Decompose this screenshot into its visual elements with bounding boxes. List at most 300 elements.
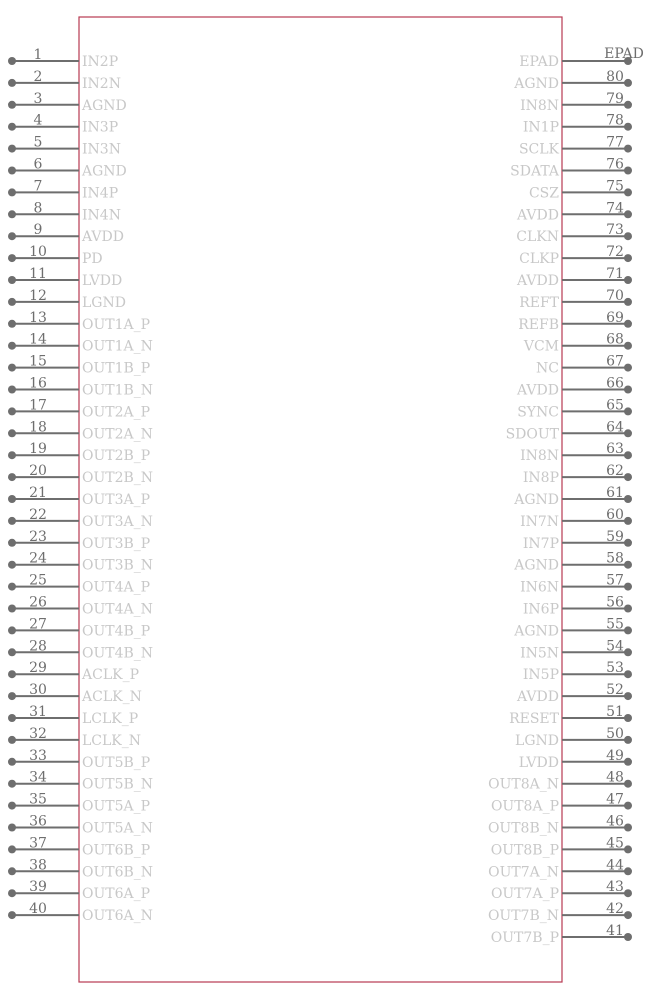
pin-number: 25 [29,572,47,589]
right-pin [519,46,644,70]
right-pin [488,814,632,837]
pin-endpoint[interactable] [8,79,16,87]
pin-endpoint[interactable] [624,232,632,240]
pin-name: LCLK_N [82,732,142,749]
pin-endpoint[interactable] [624,648,632,656]
pin-number: 59 [606,528,624,545]
right-pin [519,288,632,311]
pin-endpoint[interactable] [8,123,16,131]
left-pin [8,463,153,486]
pin-number: 36 [29,813,47,830]
right-pin [506,419,632,442]
right-pin [529,178,632,201]
left-pin-group [8,47,153,924]
pin-name: IN1P [522,119,559,136]
pin-number: 16 [29,375,47,392]
pin-name: OUT4A_N [82,601,153,618]
pin-endpoint[interactable] [8,670,16,678]
pin-name: IN6P [522,601,559,618]
pin-name: OUT3A_P [82,492,151,508]
pin-endpoint[interactable] [8,145,16,153]
pin-number: 42 [606,901,624,918]
pin-name: AVDD [517,207,559,224]
pin-endpoint[interactable] [624,188,632,196]
left-pin [8,244,103,267]
pin-name: OUT6A_N [82,908,153,925]
pin-endpoint[interactable] [624,889,632,897]
pin-name: VCM [523,338,559,355]
left-pin [8,47,118,70]
pin-number: 17 [29,397,47,414]
pin-number: 76 [606,156,624,173]
right-pin [523,660,632,683]
left-pin [8,200,121,223]
right-pin [518,310,632,333]
right-pin [523,529,632,552]
pin-endpoint[interactable] [624,473,632,481]
pin-endpoint[interactable] [8,867,16,875]
pin-number: 44 [606,857,624,874]
pin-number: 78 [606,112,624,129]
pin-endpoint[interactable] [624,167,632,175]
pin-number: 19 [29,441,47,458]
pin-number: 77 [606,134,624,151]
pin-number: 68 [606,331,624,348]
pin-endpoint[interactable] [8,167,16,175]
pin-name: ACLK_N [82,689,142,706]
left-pin [8,770,153,793]
pin-number: 39 [29,879,47,896]
pin-name: OUT2A_N [82,426,153,443]
pin-number: 65 [606,397,624,414]
pin-name: OUT6B_N [82,864,154,881]
pin-name: OUT6A_P [82,886,151,903]
pin-endpoint[interactable] [624,583,632,591]
pin-number: 38 [29,857,47,874]
pin-endpoint[interactable] [8,451,16,459]
pin-number: 63 [606,441,624,458]
pin-name: OUT1A_N [82,338,153,355]
pin-name: OUT5A_P [82,798,151,815]
pin-endpoint[interactable] [8,583,16,591]
right-pin [516,200,632,223]
pin-name: OUT4B_P [82,623,151,640]
pin-number: 24 [29,550,47,567]
pin-name: SYNC [517,404,559,421]
pin-number: 62 [606,463,624,480]
pin-endpoint[interactable] [624,758,632,766]
right-pin [520,441,632,464]
pin-name: RESET [509,711,559,727]
pin-name: LGND [82,294,126,311]
pin-name: LVDD [82,273,123,289]
pin-endpoint[interactable] [8,626,16,634]
pin-number: 43 [606,879,624,896]
pin-name: SDATA [510,163,559,180]
pin-endpoint[interactable] [8,386,16,394]
right-pin [510,157,632,180]
right-pin [488,770,632,793]
pin-number: 30 [29,682,47,699]
pin-number: 1 [33,47,43,63]
pin-name: OUT7B_P [490,930,559,946]
pin-name: IN3P [82,119,119,136]
pin-endpoint[interactable] [624,517,632,525]
right-pin [488,901,632,924]
pin-name: IN8P [522,470,559,487]
pin-endpoint[interactable] [624,626,632,634]
pin-endpoint[interactable] [8,889,16,897]
pin-endpoint[interactable] [624,802,632,810]
right-pin [513,551,632,574]
pin-number: 31 [29,704,47,720]
pin-name: IN4P [82,185,119,202]
pin-endpoint[interactable] [624,101,632,109]
pin-name: AVDD [517,689,559,706]
pin-name: LGND [515,732,559,749]
pin-name: OUT2B_N [82,470,154,487]
pin-name: NC [536,360,559,377]
pin-endpoint[interactable] [624,429,632,437]
pin-endpoint[interactable] [8,57,16,65]
pin-number: 10 [29,244,47,261]
right-pin [536,354,632,377]
pin-endpoint[interactable] [624,845,632,853]
left-pin [8,551,153,574]
pin-number: 55 [606,616,624,633]
pin-number: 46 [606,813,624,830]
pin-name: OUT5B_P [82,754,151,771]
pin-endpoint[interactable] [624,320,632,328]
pin-endpoint[interactable] [624,824,632,832]
pin-number: 23 [29,528,47,545]
pin-number: 56 [606,594,624,611]
pin-name: OUT5B_N [82,776,154,793]
pin-endpoint[interactable] [624,780,632,788]
pin-name: OUT8A_P [490,798,559,815]
pin-name: EPAD [519,54,559,70]
pin-number: EPAD [604,46,644,62]
pin-name: IN6N [520,579,559,596]
pin-endpoint[interactable] [624,495,632,503]
pin-name: CSZ [528,185,559,202]
right-pin [523,463,632,486]
pin-number: 52 [606,682,624,699]
pin-endpoint[interactable] [8,736,16,744]
pin-name: OUT3B_P [82,535,151,552]
pin-name: OUT4B_N [82,645,154,662]
pin-number: 13 [29,309,47,326]
right-pin [513,69,632,92]
left-pin [8,113,118,136]
pin-name: AGND [514,623,559,640]
pin-endpoint[interactable] [8,605,16,613]
pin-number: 40 [29,901,47,918]
pin-endpoint[interactable] [624,911,632,919]
pin-number: 12 [29,287,47,304]
pin-name: OUT6B_P [82,842,151,859]
pin-endpoint[interactable] [624,254,632,262]
pin-name: OUT7A_N [488,864,559,881]
pin-name: ACLK_P [82,667,139,684]
pin-number: 48 [606,769,624,786]
pin-number: 35 [29,791,47,808]
pin-name: AGND [514,492,559,508]
pin-name: OUT5A_N [82,820,153,837]
pin-number: 3 [33,90,43,107]
pin-number: 49 [606,747,624,764]
pin-endpoint[interactable] [8,473,16,481]
pin-number: 33 [29,747,47,764]
pin-name: AGND [82,97,127,114]
pin-number: 47 [606,791,624,808]
pin-number: 4 [33,112,43,129]
pin-endpoint[interactable] [8,561,16,569]
pin-name: AVDD [517,382,559,399]
pin-number: 79 [606,90,624,107]
right-pin [517,397,632,420]
pin-endpoint[interactable] [8,714,16,722]
pin-endpoint[interactable] [624,736,632,744]
component-body [79,17,562,982]
pin-name: IN5P [522,667,559,684]
pin-endpoint[interactable] [624,276,632,284]
pin-number: 71 [606,266,624,282]
pin-number: 2 [33,68,43,85]
pin-endpoint[interactable] [624,407,632,415]
right-pin [523,595,632,618]
pin-name: SCLK [518,141,559,158]
pin-endpoint[interactable] [8,101,16,109]
pin-endpoint[interactable] [8,845,16,853]
pin-endpoint[interactable] [8,758,16,766]
pin-number: 66 [606,375,624,392]
pin-number: 74 [606,200,624,217]
right-pin [516,266,632,289]
pin-number: 50 [606,725,624,742]
right-pin [516,376,632,399]
right-pin [520,91,632,114]
left-pin [8,726,141,749]
left-pin [8,376,153,399]
pin-number: 80 [606,68,624,85]
right-pin [523,113,632,136]
pin-number: 51 [606,704,624,720]
right-pin [520,638,632,661]
pin-name: IN2P [82,54,119,70]
pin-number: 70 [606,287,624,304]
pin-name: OUT2A_P [82,404,151,421]
pin-name: OUT3A_N [82,513,153,530]
left-pin [8,419,153,442]
pin-number: 11 [29,266,47,282]
pin-number: 5 [33,134,43,151]
pin-endpoint[interactable] [624,867,632,875]
left-pin [8,901,153,924]
pin-endpoint[interactable] [624,670,632,678]
pin-number: 41 [606,923,624,939]
pin-endpoint[interactable] [8,188,16,196]
pin-name: IN3N [82,141,121,158]
pin-endpoint[interactable] [8,210,16,218]
right-pin [519,135,632,158]
pin-name: IN7P [522,535,559,552]
pin-name: OUT3B_N [82,557,154,574]
pin-number: 29 [29,660,47,677]
pin-name: OUT4A_P [82,579,151,596]
pin-name: AGND [82,163,127,180]
pin-number: 27 [29,616,47,633]
right-pin [491,923,632,946]
pin-number: 18 [29,419,47,436]
right-pin [513,485,632,508]
right-pin [520,507,632,530]
left-pin [8,857,153,880]
left-pin [8,332,153,355]
pin-number: 64 [606,419,624,436]
right-pin-group [488,46,644,946]
pin-name: IN5N [520,645,559,662]
pin-endpoint[interactable] [624,933,632,941]
pin-endpoint[interactable] [624,539,632,547]
pin-endpoint[interactable] [8,232,16,240]
pin-endpoint[interactable] [624,342,632,350]
pin-name: AGND [514,557,559,574]
pin-endpoint[interactable] [8,254,16,262]
pin-endpoint[interactable] [8,298,16,306]
pin-number: 20 [29,463,47,480]
pin-name: OUT8B_P [490,842,559,859]
right-pin [520,573,632,596]
pin-number: 73 [606,222,624,239]
left-pin [8,222,124,245]
pin-name: OUT1A_P [82,316,151,333]
right-pin [519,748,632,771]
pin-endpoint[interactable] [8,780,16,788]
right-pin [516,222,632,245]
pin-number: 45 [606,835,624,852]
pin-number: 28 [29,638,47,655]
pin-name: PD [82,251,103,268]
pin-number: 57 [606,572,624,589]
pin-number: 67 [606,353,624,370]
pin-endpoint[interactable] [624,561,632,569]
pin-number: 34 [29,769,47,786]
pin-name: SDOUT [505,426,559,443]
pin-name: IN8N [520,448,559,465]
pin-endpoint[interactable] [8,911,16,919]
pin-name: OUT1B_P [82,360,151,377]
left-pin [8,69,121,92]
left-pin [8,91,127,114]
pin-number: 58 [606,550,624,567]
pin-endpoint[interactable] [624,605,632,613]
pin-endpoint[interactable] [624,145,632,153]
pin-number: 7 [33,178,43,195]
pin-name: LCLK_P [82,711,139,727]
pin-endpoint[interactable] [624,79,632,87]
pin-name: LVDD [518,754,559,771]
left-pin [8,135,121,158]
pin-endpoint[interactable] [8,429,16,437]
pin-number: 21 [29,485,47,501]
pin-name: REFT [519,294,559,311]
pin-name: OUT1B_N [82,382,154,399]
pin-name: OUT8B_N [487,820,559,837]
pin-endpoint[interactable] [624,364,632,372]
pin-number: 72 [606,244,624,261]
pin-number: 22 [29,506,47,523]
right-pin [519,244,632,267]
pin-endpoint[interactable] [8,320,16,328]
right-pin [513,616,632,639]
pin-endpoint[interactable] [8,802,16,810]
pin-endpoint[interactable] [8,648,16,656]
pin-endpoint[interactable] [8,539,16,547]
pin-name: REFB [518,316,559,333]
pin-endpoint[interactable] [624,451,632,459]
pin-name: OUT8A_N [488,776,559,793]
pin-name: IN4N [82,207,121,224]
pin-endpoint[interactable] [8,517,16,525]
pin-endpoint[interactable] [624,714,632,722]
left-pin [8,814,153,837]
right-pin [491,835,632,858]
right-pin [516,682,632,705]
pin-endpoint[interactable] [8,276,16,284]
pin-number: 6 [33,156,43,173]
pin-endpoint[interactable] [8,407,16,415]
pin-number: 53 [606,660,624,677]
pin-endpoint[interactable] [8,692,16,700]
pin-number: 9 [33,222,43,239]
right-pin [515,726,632,749]
pin-name: OUT2B_P [82,448,151,465]
pin-number: 61 [606,485,624,501]
left-pin [8,507,153,530]
pin-endpoint[interactable] [624,210,632,218]
pin-name: AVDD [517,273,559,289]
pin-name: OUT7B_N [487,908,559,925]
left-pin [8,638,153,661]
pin-endpoint[interactable] [624,123,632,131]
pin-endpoint[interactable] [8,342,16,350]
pin-endpoint[interactable] [8,824,16,832]
pin-endpoint[interactable] [624,298,632,306]
left-pin [8,266,122,289]
left-pin [8,157,127,180]
pin-number: 14 [29,331,47,348]
left-pin [8,178,118,201]
left-pin [8,595,153,618]
right-pin [523,332,632,355]
pin-name: IN2N [82,75,121,92]
pin-name: AVDD [82,229,124,246]
pin-endpoint[interactable] [8,495,16,503]
pin-number: 75 [606,178,624,195]
pin-name: CLKP [519,251,559,268]
pin-number: 26 [29,594,47,611]
left-pin [8,704,138,727]
pin-number: 60 [606,506,624,523]
left-pin [8,660,139,683]
pin-endpoint[interactable] [624,386,632,394]
pin-number: 32 [29,725,47,742]
left-pin [8,682,142,705]
pin-endpoint[interactable] [624,692,632,700]
pin-endpoint[interactable] [8,364,16,372]
left-pin [8,288,126,311]
